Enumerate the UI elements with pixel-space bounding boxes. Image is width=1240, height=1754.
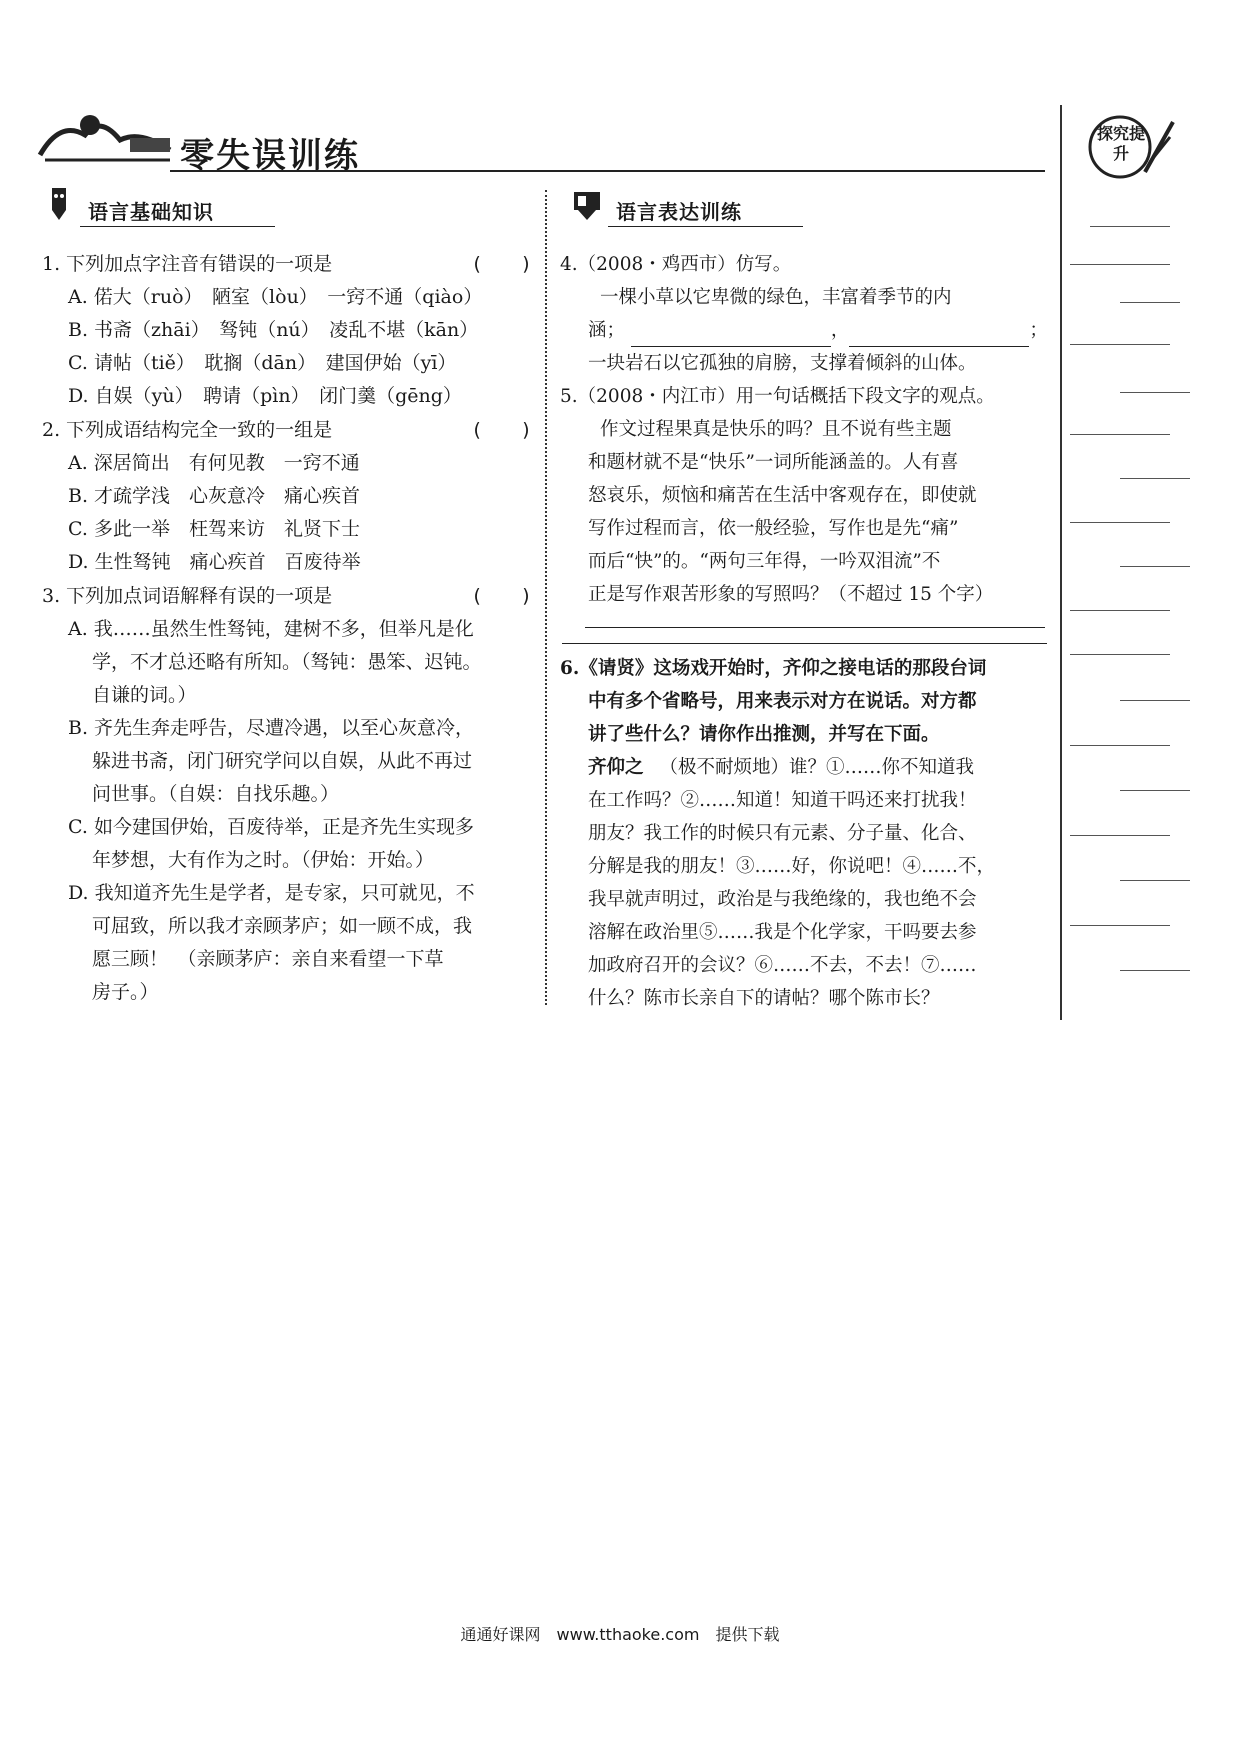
question-5: [560, 380, 1050, 611]
sidebar-note-line: [1090, 226, 1170, 227]
answer-bracket: ( ): [471, 419, 532, 441]
dialogue-line: 溶解在政治里⑤……我是个化学家，干吗要去参: [588, 922, 977, 943]
sidebar-note-line: [1120, 566, 1190, 567]
question-5-stem: 5.（2008・内江市）用一句话概括下段文字的观点。: [560, 386, 995, 407]
option-b-line: 问世事。（自娱：自找乐趣。）: [92, 783, 340, 805]
option-d-line: 愿三顾！ （亲顾茅庐：亲自来看望一下草: [92, 948, 444, 970]
question-divider: [562, 643, 1047, 644]
sidebar-note-line: [1070, 434, 1170, 435]
sidebar-note-line: [1070, 264, 1170, 265]
sidebar-note-line: [1120, 790, 1190, 791]
sidebar-note-line: [1120, 880, 1190, 881]
dialogue-line: 加政府召开的会议？⑥……不去，不去！⑦……: [588, 955, 977, 976]
reading-mascot-icon: [568, 184, 606, 222]
question-5-line: 写作过程而言，依一般经验，写作也是先“痛”: [588, 518, 959, 539]
sidebar-note-line: [1120, 970, 1190, 971]
option-c: C. 多此一举 枉驾来访 礼贤下士: [68, 518, 360, 540]
answer-bracket: ( ): [471, 253, 532, 275]
sidebar-note-line: [1120, 700, 1190, 701]
question-4-stem: 4.（2008・鸡西市）仿写。: [560, 254, 792, 275]
sidebar-note-line: [1070, 745, 1170, 746]
option-a-line: 自谦的词。）: [92, 684, 197, 706]
dialogue-line: 朋友？我工作的时候只有元素、分子量、化合、: [588, 823, 977, 844]
badge-text: 探究提升: [1096, 124, 1145, 163]
option-a-line: A. 我……虽然生性驽钝，建树不多，但举凡是化: [68, 618, 474, 640]
question-2: [42, 414, 532, 579]
sidebar-note-line: [1070, 344, 1170, 345]
question-3-stem: 3. 下列加点词语解释有误的一项是: [42, 585, 333, 607]
option-d: [42, 877, 532, 1009]
dialogue-line: 什么？陈市长亲自下的请帖？哪个陈市长？: [588, 988, 940, 1009]
dialogue-line: 在工作吗？②……知道！知道干吗还来打扰我！: [588, 790, 977, 811]
question-5-line: 正是写作艰苦形象的写照吗？（不超过 15 个字）: [588, 584, 994, 605]
notes-sidebar: [1060, 105, 1202, 1020]
option-a: A. 偌大（ruò） 陋室（lòu） 一窍不通（qiào）: [68, 286, 483, 308]
question-4-line: 涵；: [588, 320, 626, 341]
question-1-stem: 1. 下列加点字注音有错误的一项是: [42, 253, 333, 275]
dialogue-line: （极不耐烦地）谁？①……你不知道我: [659, 757, 975, 778]
answer-bracket: ( ): [471, 585, 532, 607]
option-c-line: C. 如今建国伊始，百废待举，正是齐先生实现多: [68, 816, 474, 838]
option-c-line: 年梦想，大有作为之时。（伊始：开始。）: [92, 849, 435, 871]
speaker-name: 齐仰之: [588, 757, 644, 778]
question-2-stem: 2. 下列成语结构完全一致的一组是: [42, 419, 333, 441]
question-6-stem: 6.《请贤》这场戏开始时，齐仰之接电话的那段台词: [560, 658, 987, 679]
header-logo-art: [30, 100, 180, 175]
sidebar-note-line: [1070, 522, 1170, 523]
answer-blank[interactable]: [849, 328, 1029, 347]
question-5-line: 怒哀乐，烦恼和痛苦在生活中客观存在，即使就: [588, 485, 977, 506]
question-4-line: 一块岩石以它孤独的肩膀，支撑着倾斜的山体。: [588, 353, 977, 374]
section-underline: [608, 226, 803, 227]
option-d-line: 可屈致，所以我才亲顾茅庐；如一顾不成，我: [92, 915, 473, 937]
sidebar-note-line: [1120, 392, 1190, 393]
question-4: 4.（2008・鸡西市）仿写。 一棵小草以它卑微的绿色，丰富着季节的内 涵； ， ； 一块岩石以它孤独的肩膀，支撑着倾斜的山体。: [560, 248, 1050, 380]
question-5-line: 而后“快”的。“两句三年得，一吟双泪流”不: [588, 551, 941, 572]
sidebar-note-line: [1120, 302, 1180, 303]
option-d: D. 自娱（yù） 聘请（pìn） 闭门羹（gēng）: [68, 385, 462, 407]
question-5-line: 作文过程果真是快乐的吗？且不说有些主题: [600, 419, 952, 440]
section-title-expression: 语言表达训练: [616, 200, 742, 224]
page-footer: 通通好课网 www.tthaoke.com 提供下载: [460, 1625, 780, 1644]
question-3: [42, 580, 532, 1009]
question-5-line: 和题材就不是“快乐”一词所能涵盖的。人有喜: [588, 452, 959, 473]
answer-line[interactable]: [585, 627, 1045, 628]
column-divider: [545, 190, 547, 1005]
option-d-line: 房子。）: [92, 981, 159, 1003]
option-d: D. 生性驽钝 痛心疾首 百废待举: [68, 551, 361, 573]
option-a: A. 深居简出 有何见教 一窍不通: [68, 452, 360, 474]
sidebar-note-line: [1070, 610, 1170, 611]
question-1: [42, 248, 532, 413]
pencil-mascot-icon: [40, 184, 78, 222]
question-6: [560, 652, 1050, 1015]
header-rule: [170, 170, 1045, 172]
question-4-line: 一棵小草以它卑微的绿色，丰富着季节的内: [600, 287, 952, 308]
option-c: C. 请帖（tiě） 耽搁（dān） 建国伊始（yī）: [68, 352, 457, 374]
option-b: [42, 712, 532, 811]
sidebar-note-line: [1070, 835, 1170, 836]
sidebar-note-line: [1120, 478, 1190, 479]
section-underline: [80, 226, 275, 227]
option-b: B. 书斋（zhāi） 驽钝（nú） 凌乱不堪（kān）: [68, 319, 479, 341]
option-b-line: 躲进书斋，闭门研究学问以自娱，从此不再过: [92, 750, 473, 772]
dialogue-line: 我早就声明过，政治是与我绝缘的，我也绝不会: [588, 889, 977, 910]
section-title-basics: 语言基础知识: [88, 200, 214, 224]
option-b: B. 才疏学浅 心灰意冷 痛心疾首: [68, 485, 361, 507]
dialogue-line: 分解是我的朋友！③……好，你说吧！④……不，: [588, 856, 996, 877]
option-b-line: B. 齐先生奔走呼告，尽遭冷遇，以至心灰意冷，: [68, 717, 475, 739]
question-6-stem: 讲了些什么？请你作出推测，并写在下面。: [588, 724, 940, 745]
option-c: [42, 811, 532, 877]
sidebar-note-line: [1070, 925, 1170, 926]
option-d-line: D. 我知道齐先生是学者，是专家，只可就见，不: [68, 882, 475, 904]
page-title: 零失误训练: [180, 136, 360, 176]
question-6-stem: 中有多个省略号，用来表示对方在说话。对方都: [588, 691, 977, 712]
option-a: [42, 613, 532, 712]
answer-blank[interactable]: [631, 328, 831, 347]
sidebar-note-line: [1070, 654, 1170, 655]
option-a-line: 学，不才总还略有所知。（驽钝：愚笨、迟钝。: [92, 651, 482, 673]
